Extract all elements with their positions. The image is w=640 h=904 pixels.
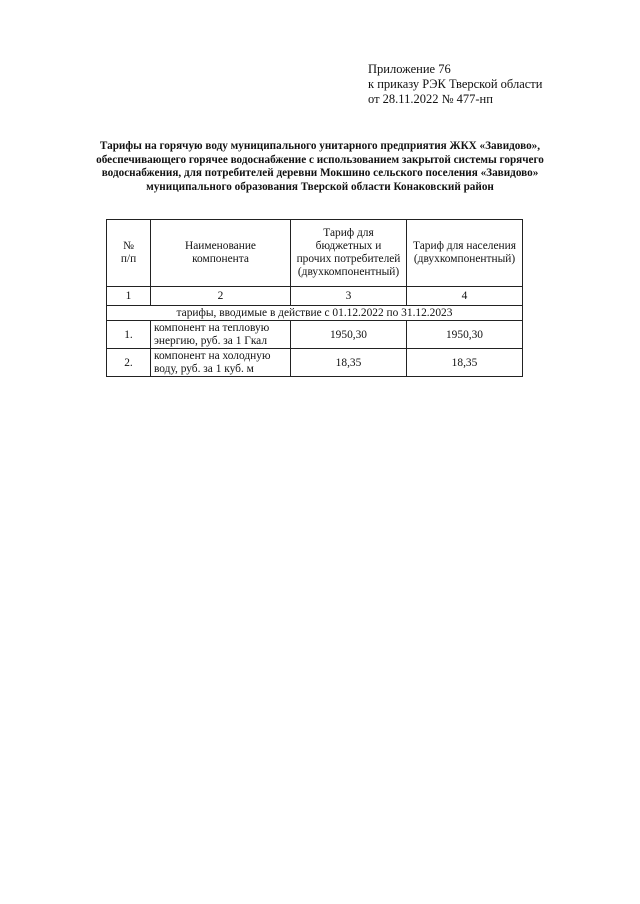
appendix-line-1: Приложение 76 [368,62,451,76]
period-row [107,306,523,321]
row-component-name [151,321,291,349]
row-component-name-text: компонент на тепловую энергию, руб. за 1 Гкал [154,322,270,347]
title-line-4: муниципального образования Тверской области Конаковский район [146,180,494,193]
title-line-1: Тарифы на горячую воду муниципального унитарного предприятия ЖКХ «Завидово», [99,140,541,152]
row-number: 2. [107,349,151,377]
header-population-tariff-text: Тариф для населения (двухкомпонентный) [413,240,516,265]
row-budget-tariff: 1950,30 [291,321,407,349]
header-component-name [151,220,291,287]
header-number [107,220,151,287]
column-number-3: 3 [291,287,407,306]
header-component-name-text: Наименование компонента [185,240,256,265]
appendix-line-2: к приказу РЭК Тверской области [368,77,543,91]
header-budget-tariff [291,220,407,287]
table-row [107,321,523,349]
table-row [107,349,523,377]
row-number: 1. [107,321,151,349]
document-title [90,140,550,194]
column-number-row [107,287,523,306]
row-population-tariff: 18,35 [407,349,523,377]
column-number-4: 4 [407,287,523,306]
period-text: тарифы, вводимые в действие с 01.12.2022 по 31.12.2023 [107,306,523,321]
table-header-row [107,220,523,287]
row-component-name [151,349,291,377]
header-population-tariff [407,220,523,287]
appendix-line-3: от 28.11.2022 № 477-нп [368,92,493,106]
row-component-name-text: компонент на холодную воду, руб. за 1 куб. м [154,350,271,375]
tariff-table [106,219,523,377]
appendix-reference [368,62,628,107]
column-number-2: 2 [151,287,291,306]
row-population-tariff: 1950,30 [407,321,523,349]
title-line-2: обеспечивающего горячее водоснабжение с использованием закрытой системы горячего [96,153,544,166]
title-line-3: водоснабжения, для потребителей деревни Мокшино сельского поселения «Завидово» [101,167,539,180]
header-number-text: № п/п [120,240,137,265]
column-number-1: 1 [107,287,151,306]
header-budget-tariff-text: Тариф для бюджетных и прочих потребителей (двухкомпонентный) [296,227,401,278]
row-budget-tariff: 18,35 [291,349,407,377]
